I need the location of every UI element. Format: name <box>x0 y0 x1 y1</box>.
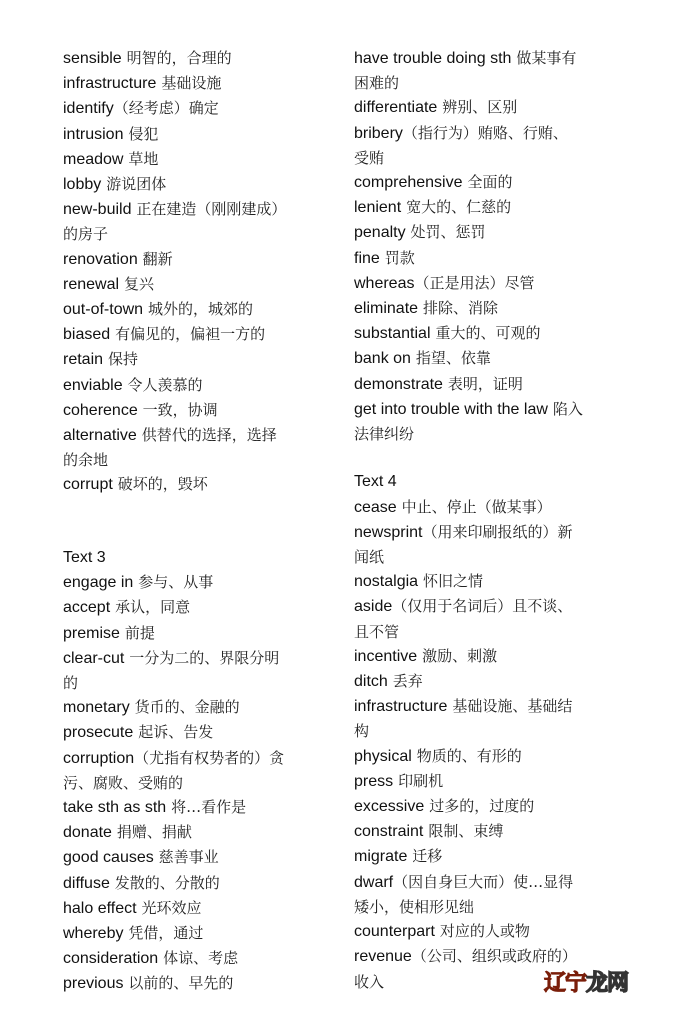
vocab-entry <box>354 397 624 422</box>
vocab-entry <box>63 646 343 671</box>
vocab-entry <box>354 694 624 719</box>
vocab-definition: 以前的、早先的 <box>128 974 234 993</box>
vocab-term: bank on <box>354 350 411 368</box>
vocab-term: alternative <box>63 427 137 445</box>
vocab-definition: 保持 <box>107 350 138 369</box>
vocab-entry <box>354 669 624 694</box>
vocab-definition: 受贿 <box>354 148 385 167</box>
vocab-term: identify <box>63 100 114 118</box>
vocab-definition: 侵犯 <box>128 124 159 143</box>
section-heading-text4: Text 4 <box>354 473 397 491</box>
vocab-term: differentiate <box>354 99 438 117</box>
vocab-term: previous <box>63 975 124 993</box>
vocab-term: accept <box>63 599 111 617</box>
vocab-entry <box>354 594 624 619</box>
vocab-entry <box>63 46 343 71</box>
vocab-definition: 闻纸 <box>354 548 385 567</box>
vocab-entry-continuation <box>354 422 624 446</box>
vocab-term: meadow <box>63 150 124 168</box>
vocab-definition: （经考虑）确定 <box>113 99 219 118</box>
vocab-entry <box>63 373 343 398</box>
spacer <box>63 522 343 546</box>
vocab-definition: 过多的，过度的 <box>429 797 535 816</box>
vocab-term: coherence <box>63 401 138 419</box>
vocab-term: incentive <box>354 647 418 665</box>
vocab-definition: （用来印刷报纸的）新 <box>422 522 573 541</box>
vocab-term: corruption <box>63 749 135 767</box>
vocab-entry <box>354 321 624 346</box>
vocab-definition: 破坏的，毁坏 <box>117 475 208 494</box>
vocab-entry <box>354 744 624 769</box>
vocab-entry <box>63 96 343 121</box>
vocab-entry <box>63 621 343 646</box>
vocab-term: sensible <box>63 50 122 67</box>
vocab-definition: 城外的，城郊的 <box>147 300 253 319</box>
vocab-entry <box>354 95 624 120</box>
right-column <box>354 46 624 994</box>
vocab-term: migrate <box>354 848 408 866</box>
vocab-definition: 令人羡慕的 <box>127 375 203 394</box>
vocab-entry <box>63 871 343 896</box>
vocab-entry <box>63 71 343 96</box>
vocab-entry-continuation <box>354 719 624 743</box>
vocab-definition: 法律纠纷 <box>354 425 415 444</box>
vocab-definition: 且不管 <box>354 622 400 641</box>
vocab-list-text3 <box>63 570 343 996</box>
vocab-term: infrastructure <box>354 698 448 716</box>
vocab-entry <box>63 845 343 870</box>
vocab-definition: 丢弃 <box>392 672 423 691</box>
vocab-entry <box>63 921 343 946</box>
vocab-definition: 限制、束缚 <box>428 822 504 841</box>
vocab-term: substantial <box>354 325 431 343</box>
vocab-definition: 捐赠、捐献 <box>116 823 192 842</box>
vocab-term: fine <box>354 249 380 267</box>
vocab-entry <box>354 870 624 895</box>
vocab-entry <box>354 495 624 520</box>
vocab-entry <box>63 595 343 620</box>
vocab-term: nostalgia <box>354 573 419 591</box>
vocab-definition: 迁移 <box>412 847 443 866</box>
vocab-entry-continuation <box>63 671 343 695</box>
vocab-definition: 一致，协调 <box>142 400 218 419</box>
vocab-term: infrastructure <box>63 75 157 93</box>
vocab-entry <box>354 220 624 245</box>
vocab-term: good causes <box>63 849 154 867</box>
vocab-entry <box>354 121 624 146</box>
vocab-entry <box>63 122 343 147</box>
vocab-definition: 的 <box>63 674 79 693</box>
vocab-definition: 正在建造（刚刚建成） <box>136 200 287 219</box>
vocab-term: halo effect <box>63 899 137 917</box>
vocab-definition: （正是用法）尽管 <box>414 273 535 292</box>
vocab-entry <box>63 946 343 971</box>
vocab-entry <box>354 644 624 669</box>
vocab-definition: 货币的、金融的 <box>134 698 240 717</box>
vocab-definition: 全面的 <box>467 173 513 192</box>
vocab-entry <box>63 570 343 595</box>
vocab-term: demonstrate <box>354 375 443 393</box>
vocab-entry-continuation <box>63 448 343 472</box>
vocab-definition: 一分为二的、界限分明 <box>129 648 280 667</box>
vocab-term: take sth as sth <box>63 799 167 817</box>
vocab-entry <box>63 247 343 272</box>
vocab-definition: 对应的人或物 <box>439 922 530 941</box>
watermark-part1: 辽宁 <box>544 971 587 996</box>
vocab-term: whereas <box>354 274 415 292</box>
vocab-entry <box>354 569 624 594</box>
vocab-term: renewal <box>63 275 120 293</box>
vocab-entry-continuation <box>63 771 343 795</box>
vocab-term: whereby <box>63 925 124 943</box>
vocab-entry <box>354 46 624 71</box>
vocab-term: renovation <box>63 250 138 268</box>
vocab-entry <box>354 819 624 844</box>
vocab-entry-continuation <box>354 146 624 170</box>
vocab-definition: （指行为）贿赂、行贿、 <box>402 123 568 142</box>
vocab-definition: 发散的、分散的 <box>114 873 220 892</box>
vocab-entry <box>63 695 343 720</box>
vocab-term: donate <box>63 824 112 842</box>
left-column <box>63 46 343 997</box>
site-watermark-logo <box>544 966 628 997</box>
vocab-definition: 基础设施、基础结 <box>452 697 573 716</box>
vocab-entry <box>354 296 624 321</box>
vocab-definition: 前提 <box>124 623 155 642</box>
vocab-definition: 的房子 <box>63 225 109 244</box>
vocab-term: revenue <box>354 948 412 966</box>
vocab-term: out-of-town <box>63 301 144 319</box>
vocab-term: aside <box>354 598 393 616</box>
vocab-definition: 参与、从事 <box>138 573 214 592</box>
vocab-definition: 游说团体 <box>106 175 167 194</box>
spacer <box>354 446 624 470</box>
vocab-term: clear-cut <box>63 649 125 667</box>
vocab-definition: 重大的、可观的 <box>435 324 541 343</box>
vocab-entry <box>354 794 624 819</box>
vocab-entry <box>63 398 343 423</box>
vocab-definition: 承认，同意 <box>115 598 191 617</box>
vocab-definition: 困难的 <box>354 74 400 93</box>
vocab-term: eliminate <box>354 300 419 318</box>
vocab-term: retain <box>63 351 104 369</box>
vocab-term: lenient <box>354 199 402 217</box>
vocab-definition: 排除、消除 <box>422 299 498 318</box>
vocab-definition: （公司、组织或政府的） <box>411 947 577 966</box>
vocab-definition: 草地 <box>128 149 159 168</box>
vocab-entry <box>63 322 343 347</box>
vocab-entry-continuation <box>354 71 624 95</box>
vocab-definition: 污、腐败、受贿的 <box>63 773 184 792</box>
vocab-term: excessive <box>354 798 425 816</box>
vocab-term: engage in <box>63 574 134 592</box>
vocab-term: monetary <box>63 699 130 717</box>
vocab-definition: 陷入 <box>552 399 583 418</box>
vocab-definition: 的余地 <box>63 451 109 470</box>
vocab-definition: 翻新 <box>142 249 173 268</box>
vocab-definition: 慈善事业 <box>158 848 219 867</box>
vocab-entry <box>354 271 624 296</box>
vocab-entry-continuation <box>354 545 624 569</box>
vocab-entry <box>63 746 343 771</box>
vocab-term: cease <box>354 498 397 516</box>
vocab-definition: 做某事有 <box>516 49 577 67</box>
section-heading-text3: Text 3 <box>63 549 106 567</box>
vocab-entry <box>354 195 624 220</box>
vocab-entry <box>354 769 624 794</box>
vocab-term: enviable <box>63 376 123 394</box>
vocab-term: newsprint <box>354 523 423 541</box>
vocab-entry <box>63 197 343 222</box>
vocab-definition: 表明，证明 <box>447 374 523 393</box>
vocab-list-text2 <box>63 46 343 498</box>
vocab-definition: 明智的，合理的 <box>126 49 232 67</box>
watermark-part2: 龙网 <box>586 971 629 996</box>
vocab-term: intrusion <box>63 125 124 143</box>
vocab-term: prosecute <box>63 724 134 742</box>
vocab-definition: （仅用于名词后）且不谈、 <box>392 597 573 616</box>
vocab-entry <box>63 720 343 745</box>
vocab-definition: 体谅、考虑 <box>163 949 239 968</box>
vocab-definition: 宽大的、仁慈的 <box>406 198 512 217</box>
vocab-definition: 供替代的选择，选择 <box>141 426 277 445</box>
vocab-entry-continuation <box>354 895 624 919</box>
vocab-term: biased <box>63 326 111 344</box>
vocab-definition: 起诉、告发 <box>138 723 214 742</box>
vocab-term: dwarf <box>354 873 394 891</box>
vocab-term: have trouble doing sth <box>354 50 512 67</box>
vocab-term: penalty <box>354 224 406 242</box>
vocab-entry <box>63 147 343 172</box>
vocab-term: lobby <box>63 176 102 194</box>
vocab-term: counterpart <box>354 923 435 941</box>
vocab-definition: 构 <box>354 722 370 741</box>
vocab-term: physical <box>354 747 412 765</box>
vocab-definition: 处罚、惩罚 <box>410 223 486 242</box>
vocab-entry <box>63 820 343 845</box>
vocab-definition: （因自身巨大而）使…显得 <box>393 872 574 891</box>
vocab-term: diffuse <box>63 874 110 892</box>
vocab-entry <box>63 971 343 996</box>
vocab-term: new-build <box>63 201 132 219</box>
vocab-definition: 矮小，使相形见绌 <box>354 897 475 916</box>
vocab-definition: 印刷机 <box>398 771 444 790</box>
vocab-entry <box>63 472 343 497</box>
vocab-term: premise <box>63 624 120 642</box>
vocab-entry <box>354 520 624 545</box>
vocab-entry <box>63 297 343 322</box>
vocab-entry <box>63 896 343 921</box>
vocab-definition: 有偏见的，偏袒一方的 <box>115 325 266 344</box>
vocab-list-text2-continued <box>354 46 624 446</box>
vocab-entry <box>63 795 343 820</box>
vocab-term: bribery <box>354 124 403 142</box>
vocab-definition: 光环效应 <box>141 898 202 917</box>
vocab-definition: 复兴 <box>123 274 154 293</box>
vocab-definition: 基础设施 <box>161 74 222 93</box>
vocab-definition: 激励、刺激 <box>422 646 498 665</box>
vocab-definition: （尤指有权势者的）贪 <box>134 748 285 767</box>
vocab-term: ditch <box>354 673 388 691</box>
vocab-definition: 物质的、有形的 <box>416 746 522 765</box>
vocab-list-text4 <box>354 495 624 994</box>
vocab-entry-continuation <box>63 222 343 246</box>
vocab-entry <box>63 172 343 197</box>
vocab-definition: 怀旧之情 <box>422 572 483 591</box>
vocab-entry <box>354 372 624 397</box>
vocab-definition: 凭借，通过 <box>128 924 204 943</box>
vocab-entry-continuation <box>354 620 624 644</box>
vocab-definition: 将…看作是 <box>171 798 247 817</box>
vocab-term: comprehensive <box>354 174 463 192</box>
vocab-entry <box>354 844 624 869</box>
vocab-definition: 辨别、区别 <box>442 98 518 117</box>
vocab-term: constraint <box>354 823 424 841</box>
vocab-definition: 中止、停止（做某事） <box>401 497 552 516</box>
vocab-term: corrupt <box>63 476 113 494</box>
vocab-entry <box>354 346 624 371</box>
vocab-entry <box>63 423 343 448</box>
vocab-entry <box>63 347 343 372</box>
vocab-entry <box>354 170 624 195</box>
vocab-entry <box>63 272 343 297</box>
vocab-definition: 罚款 <box>384 248 415 267</box>
vocab-entry <box>354 246 624 271</box>
vocab-entry <box>354 919 624 944</box>
vocab-term: get into trouble with the law <box>354 400 548 418</box>
vocab-definition: 指望、依靠 <box>415 349 491 368</box>
spacer <box>63 498 343 522</box>
vocab-term: consideration <box>63 950 159 968</box>
vocab-term: press <box>354 772 394 790</box>
vocab-definition: 收入 <box>354 972 385 991</box>
